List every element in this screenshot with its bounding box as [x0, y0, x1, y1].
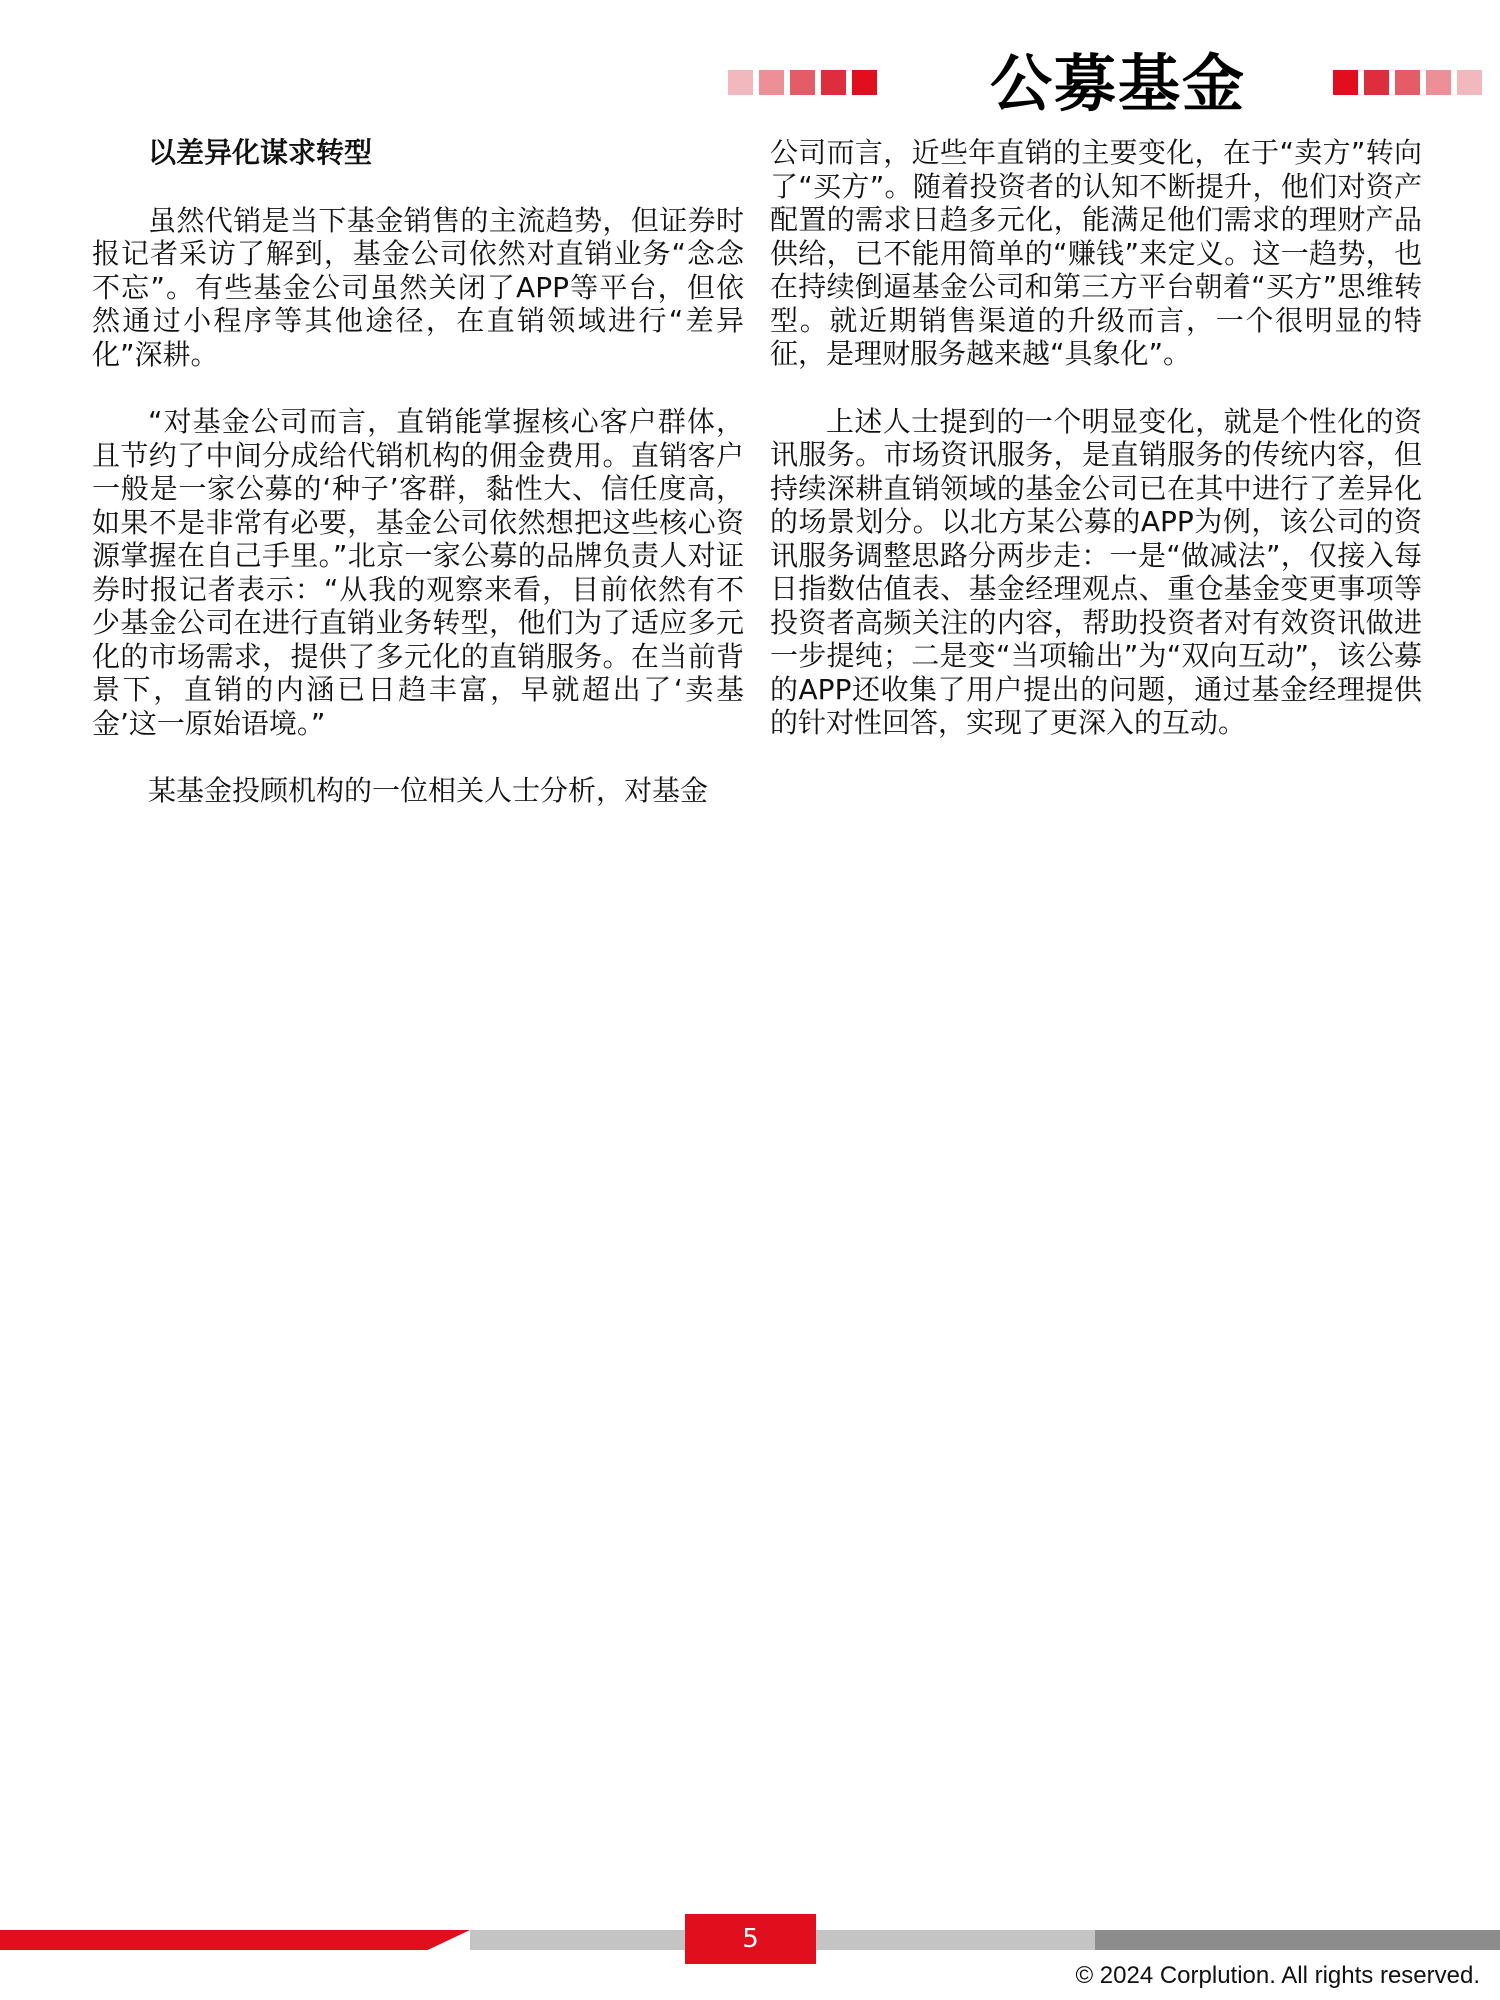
- footer-bar-dark: [1095, 1930, 1500, 1950]
- article-column-left: [92, 136, 744, 842]
- page-number: 5: [685, 1914, 816, 1964]
- article-column-right: [770, 136, 1422, 774]
- decor-square: [1333, 70, 1358, 95]
- decor-square: [728, 70, 753, 95]
- decor-square: [1364, 70, 1389, 95]
- article-paragraph: 公司而言，近些年直销的主要变化，在于“卖方”转向了“买方”。随着投资者的认知不断提升，他们对资产配置的需求日趋多元化，能满足他们需求的理财产品供给，已不能用简单的“赚钱”来定义。这一趋势，也在持续倒逼基金公司和第三方平台朝着“买方”思维转型。就近期销售渠道的升级而言，一个很明显的特征，是理财服务越来越“具象化”。: [770, 136, 1422, 370]
- article-paragraph: “对基金公司而言，直销能掌握核心客户群体，且节约了中间分成给代销机构的佣金费用。直销客户一般是一家公募的‘种子’客群，黏性大、信任度高，如果不是非常有必要，基金公司依然想把这些核心资源掌握在自己手里。”北京一家公募的品牌负责人对证券时报记者表示：“从我的观察来看，目前依然有不少基金公司在进行直销业务转型，他们为了适应多元化的市场需求，提供了多元化的直销服务。在当前背景下，直销的内涵已日趋丰富，早就超出了‘卖基金’这一原始语境。”: [92, 405, 744, 740]
- page-header: [0, 0, 1500, 130]
- header-title: 公募基金: [990, 47, 1247, 120]
- decor-square: [790, 70, 815, 95]
- decor-square: [1457, 70, 1482, 95]
- header-decoration-left: [728, 70, 877, 95]
- footer-bar-red: [0, 1930, 470, 1950]
- decor-square: [1395, 70, 1420, 95]
- decor-square: [1426, 70, 1451, 95]
- article-paragraph: 虽然代销是当下基金销售的主流趋势，但证券时报记者采访了解到，基金公司依然对直销业务“念念不忘”。有些基金公司虽然关闭了APP等平台，但依然通过小程序等其他途径，在直销领域进行“差异化”深耕。: [92, 203, 744, 371]
- decor-square: [852, 70, 877, 95]
- article-paragraph: 某基金投顾机构的一位相关人士分析，对基金: [148, 774, 709, 807]
- header-decoration-right: [1333, 70, 1482, 95]
- copyright-notice: © 2024 Corplution. All rights reserved.: [1075, 1962, 1480, 1989]
- article-paragraph: 上述人士提到的一个明显变化，就是个性化的资讯服务。市场资讯服务，是直销服务的传统内容，但持续深耕直销领域的基金公司已在其中进行了差异化的场景划分。以北方某公募的APP为例，该公司的资讯服务调整思路分两步走：一是“做减法”，仅接入每日指数估值表、基金经理观点、重仓基金变更事项等投资者高频关注的内容，帮助投资者对有效资讯做进一步提纯；二是变“当项输出”为“双向互动”，该公募的APP还收集了用户提出的问题，通过基金经理提供的针对性回答，实现了更深入的互动。: [770, 404, 1422, 739]
- decor-square: [821, 70, 846, 95]
- section-heading: 以差异化谋求转型: [148, 136, 373, 169]
- decor-square: [759, 70, 784, 95]
